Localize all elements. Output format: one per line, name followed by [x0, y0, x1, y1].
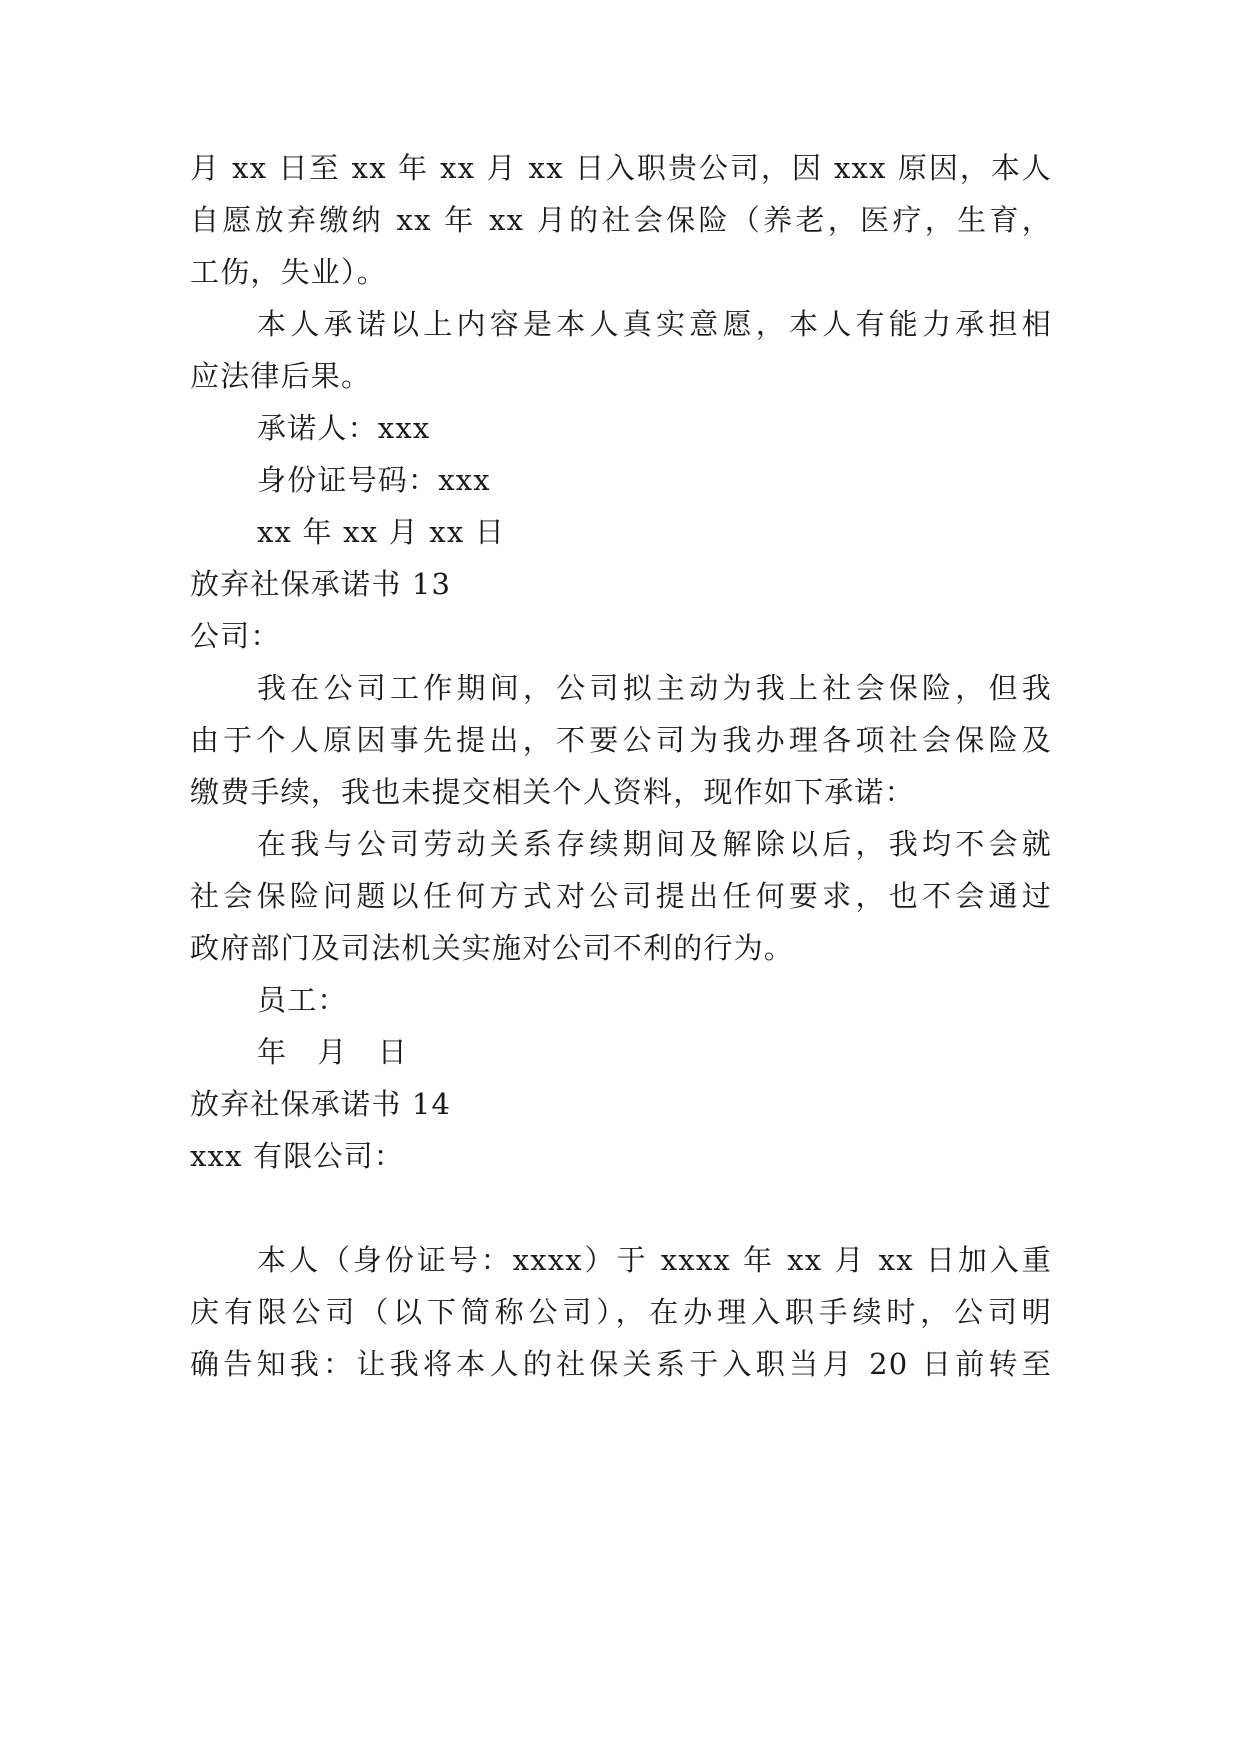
body-text-line: 本人（身份证号：xxxx）于 xxxx 年 xx 月 xx 日加入重	[257, 1243, 1052, 1277]
body-text-line: 在我与公司劳动关系存续期间及解除以后，我均不会就	[257, 827, 1052, 861]
body-text-line: 本人承诺以上内容是本人真实意愿，本人有能力承担相	[257, 307, 1052, 341]
body-text-line: 应法律后果。	[190, 359, 372, 393]
body-text-line: 政府部门及司法机关实施对公司不利的行为。	[190, 931, 795, 965]
body-text-line: 工伤，失业）。	[190, 255, 387, 289]
section-title: 放弃社保承诺书 13	[190, 567, 452, 601]
body-text-line: 确告知我：让我将本人的社保关系于入职当月 20 日前转至	[190, 1347, 1052, 1381]
body-text-line: 社会保险问题以任何方式对公司提出任何要求，也不会通过	[190, 879, 1052, 913]
body-text-line: 自愿放弃缴纳 xx 年 xx 月的社会保险（养老，医疗，生育，	[190, 203, 1052, 237]
body-text-line: 我在公司工作期间，公司拟主动为我上社会保险，但我	[257, 671, 1052, 705]
body-text-line: 庆有限公司（以下简称公司），在办理入职手续时，公司明	[190, 1295, 1052, 1329]
salutation: 公司：	[190, 619, 281, 653]
date-line: 年 月 日	[257, 1035, 409, 1069]
section-title: 放弃社保承诺书 14	[190, 1087, 452, 1121]
promisor-line: 承诺人：xxx	[257, 411, 431, 445]
id-number-line: 身份证号码：xxx	[257, 463, 491, 497]
date-line: xx 年 xx 月 xx 日	[257, 515, 506, 549]
body-text-line: 月 xx 日至 xx 年 xx 月 xx 日入职贵公司，因 xxx 原因，本人	[190, 151, 1052, 185]
salutation: xxx 有限公司：	[190, 1139, 405, 1173]
body-text-line: 缴费手续，我也未提交相关个人资料，现作如下承诺：	[190, 775, 915, 809]
employee-signature-line: 员工：	[257, 983, 348, 1017]
body-text-line: 由于个人原因事先提出，不要公司为我办理各项社会保险及	[190, 723, 1052, 757]
